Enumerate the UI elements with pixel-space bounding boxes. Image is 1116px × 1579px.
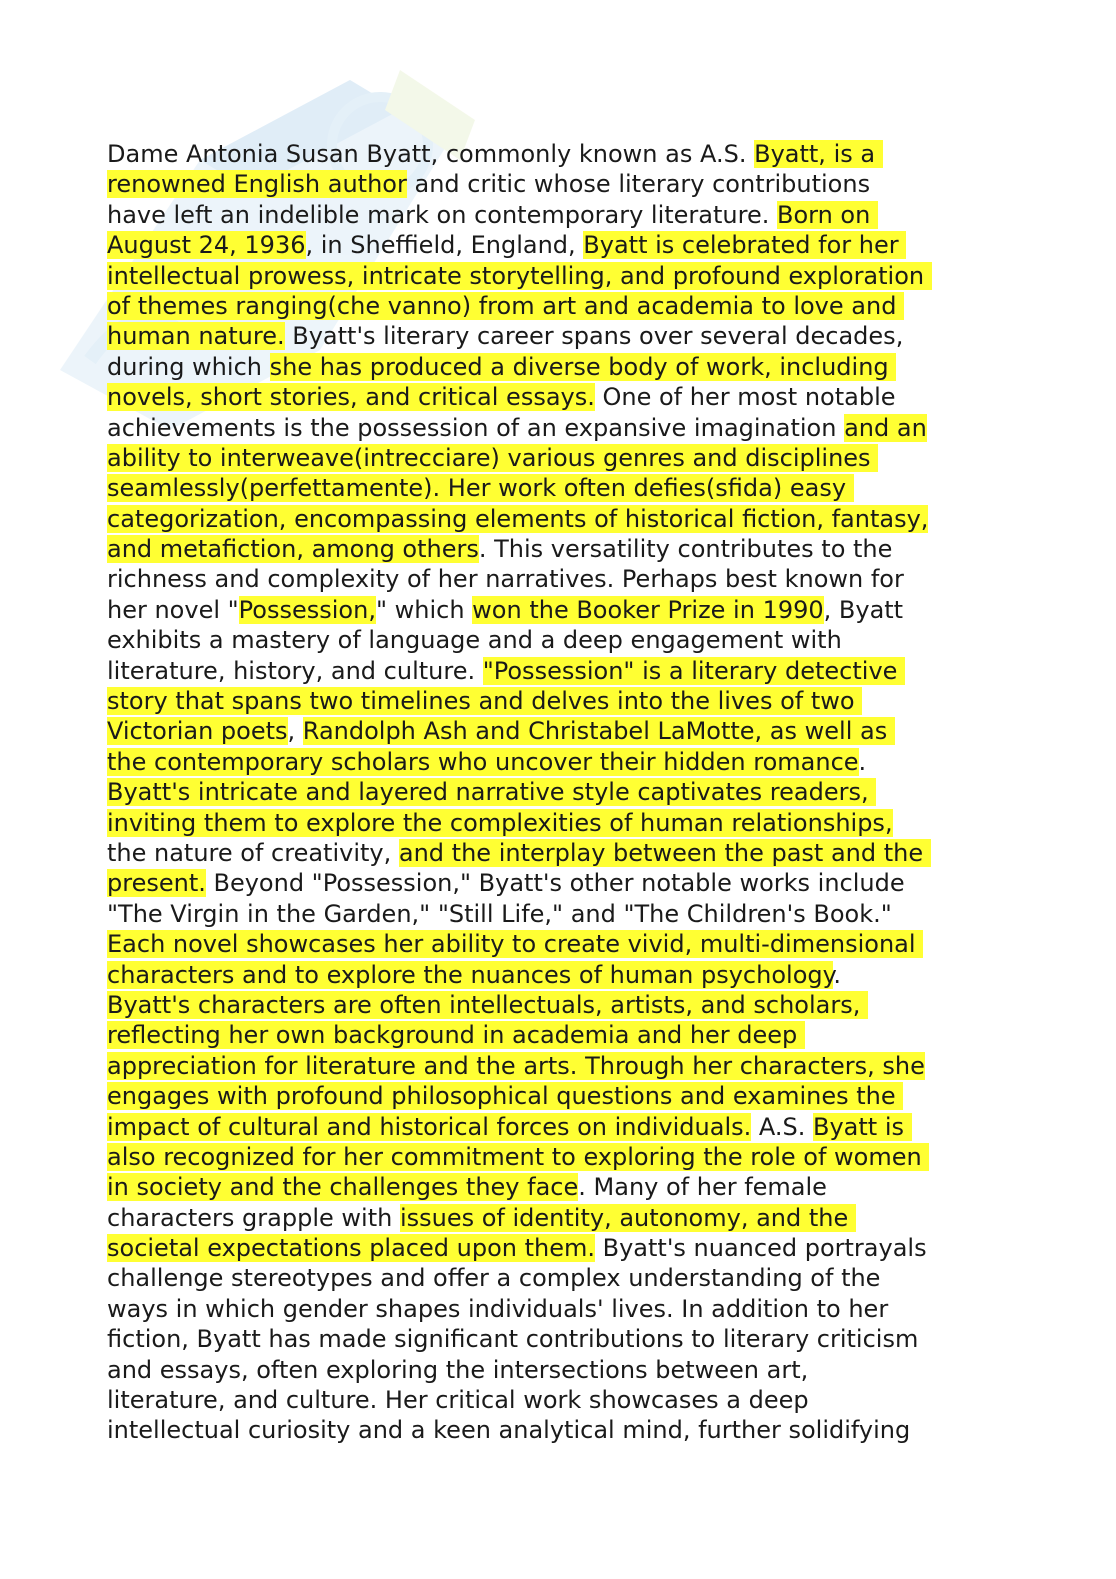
text-segment: Beyond "Possession," Byatt's other notable works include	[205, 869, 905, 898]
text-line	[107, 169, 1007, 199]
text-line	[107, 990, 1007, 1020]
highlighted-text: Byatt's intricate and layered narrative style captivates readers,	[107, 778, 877, 807]
highlighted-text: she has produced a diverse body of work, including	[269, 352, 897, 381]
text-line	[107, 200, 1007, 230]
text-line	[107, 625, 1007, 655]
text-segment: A.S.	[751, 1112, 813, 1141]
highlighted-text: impact of cultural and historical forces on individuals.	[107, 1112, 752, 1141]
highlighted-text: engages with profound philosophical questions and examines the	[107, 1082, 904, 1111]
text-segment: Byatt's literary career spans over several decades,	[284, 322, 904, 351]
text-line	[107, 1263, 1007, 1293]
text-line	[107, 1020, 1007, 1050]
highlighted-text: Randolph Ash and Christabel LaMotte, as well as	[302, 717, 895, 746]
highlighted-text: renowned English author	[107, 170, 407, 199]
text-segment: fiction, Byatt has made significant contributions to literary criticism	[107, 1325, 919, 1354]
text-segment: literature, and culture. Her critical work showcases a deep	[107, 1386, 809, 1415]
text-line	[107, 230, 1007, 260]
text-line	[107, 139, 1007, 169]
text-segment: exhibits a mastery of language and a deep engagement with	[107, 626, 842, 655]
text-line	[107, 1051, 1007, 1081]
text-line	[107, 321, 1007, 351]
text-segment: characters grapple with	[107, 1203, 400, 1232]
highlighted-text: Victorian poets	[107, 717, 288, 746]
highlighted-text: Possession,	[238, 595, 376, 624]
text-line	[107, 1112, 1007, 1142]
highlighted-text: societal expectations placed upon them.	[107, 1234, 595, 1263]
text-segment: achievements is the possession of an expansive imagination	[107, 413, 845, 442]
text-segment: have left an indelible mark on contemporary literature.	[107, 200, 777, 229]
highlighted-text: "Possession" is a literary detective	[482, 656, 906, 685]
text-line	[107, 595, 1007, 625]
document-body	[107, 139, 1007, 1446]
highlighted-text: and an	[844, 413, 927, 442]
text-line	[107, 261, 1007, 291]
text-line	[107, 443, 1007, 473]
text-segment: the nature of creativity,	[107, 838, 399, 867]
text-line	[107, 868, 1007, 898]
text-line	[107, 473, 1007, 503]
text-segment: "The Virgin in the Garden," "Still Life," and "The Children's Book."	[107, 899, 892, 928]
highlighted-text: intellectual prowess, intricate storytelling, and profound exploration	[107, 261, 932, 290]
highlighted-text: Each novel showcases her ability to create vivid, multi-dimensional	[107, 930, 924, 959]
text-segment: intellectual curiosity and a keen analytical mind, further solidifying	[107, 1416, 911, 1445]
text-segment: .	[833, 960, 842, 989]
highlighted-text: Byatt, is a	[754, 140, 883, 168]
text-segment: , Byatt	[823, 595, 904, 624]
text-segment: and critic whose literary contributions	[406, 170, 871, 199]
text-segment: richness and complexity of her narratives. Perhaps best known for	[107, 565, 904, 594]
text-segment: .	[858, 747, 867, 776]
text-line	[107, 960, 1007, 990]
highlighted-text: inviting them to explore the complexities of human relationships,	[107, 808, 893, 837]
text-line	[107, 1203, 1007, 1233]
text-line	[107, 1294, 1007, 1324]
text-line	[107, 564, 1007, 594]
text-line	[107, 716, 1007, 746]
text-line	[107, 534, 1007, 564]
highlighted-text: uncover their hidden romance	[494, 747, 859, 776]
highlighted-text: Byatt is	[813, 1112, 912, 1141]
highlighted-text: and the interplay between the past and the	[398, 838, 931, 867]
highlighted-text: appreciation for literature and the arts. Through her characters, she	[107, 1051, 925, 1080]
highlighted-text: reflecting her own background in academia and her deep	[107, 1021, 805, 1050]
text-line	[107, 352, 1007, 382]
highlighted-text: and metafiction, among others	[107, 535, 479, 564]
text-line	[107, 686, 1007, 716]
text-line	[107, 1355, 1007, 1385]
highlighted-text: seamlessly(perfettamente). Her work often defies(sfida) easy	[107, 474, 854, 503]
highlighted-text: issues of identity, autonomy, and the	[399, 1203, 856, 1232]
text-line	[107, 656, 1007, 686]
text-line	[107, 291, 1007, 321]
text-segment: Dame Antonia Susan Byatt, commonly known as A.S.	[107, 140, 755, 168]
text-line	[107, 838, 1007, 868]
text-segment: . This versatility contributes to the	[478, 535, 893, 564]
text-line	[107, 382, 1007, 412]
text-segment: One of her most notable	[594, 383, 896, 412]
highlighted-text: novels, short stories, and critical essays.	[107, 383, 595, 412]
text-line	[107, 1081, 1007, 1111]
text-segment: . Many of her female	[578, 1173, 827, 1202]
text-segment: ways in which gender shapes individuals' lives. In addition to her	[107, 1294, 889, 1323]
highlighted-text: of themes ranging(che vanno) from art and academia to love and	[107, 291, 905, 320]
text-line	[107, 413, 1007, 443]
text-line	[107, 504, 1007, 534]
text-segment: her novel "	[107, 595, 239, 624]
text-line	[107, 899, 1007, 929]
text-line	[107, 1324, 1007, 1354]
text-line	[107, 808, 1007, 838]
highlighted-text: in society and the challenges they face	[107, 1173, 579, 1202]
text-line	[107, 1415, 1007, 1445]
highlighted-text: story that spans two timelines and delves into the lives of two	[107, 687, 863, 716]
text-segment: " which	[375, 595, 473, 624]
highlighted-text: Born on	[776, 200, 878, 229]
highlighted-text: won the Booker Prize in 1990	[472, 595, 824, 624]
highlighted-text: August 24, 1936	[107, 231, 306, 260]
text-segment: challenge stereotypes and offer a complex understanding of the	[107, 1264, 881, 1293]
text-segment: and essays, often exploring the intersections between art,	[107, 1355, 809, 1384]
highlighted-text: also recognized for her commitment to exploring the role of women	[107, 1142, 930, 1171]
text-segment: , in Sheffield, England,	[305, 231, 584, 260]
text-segment: during which	[107, 352, 270, 381]
text-segment: Byatt's nuanced portrayals	[595, 1234, 927, 1263]
text-line	[107, 1233, 1007, 1263]
text-segment: ,	[287, 717, 303, 746]
highlighted-text: characters and to explore the nuances of human psychology	[107, 960, 834, 989]
text-line	[107, 1172, 1007, 1202]
text-line	[107, 747, 1007, 777]
highlighted-text: ability to interweave(intrecciare) various genres and disciplines	[107, 443, 879, 472]
highlighted-text: categorization, encompassing elements of historical fiction, fantasy,	[107, 504, 929, 533]
text-line	[107, 929, 1007, 959]
highlighted-text: the contemporary scholars who	[107, 747, 495, 776]
highlighted-text: Byatt is celebrated for her	[583, 231, 907, 260]
text-segment: literature, history, and culture.	[107, 656, 483, 685]
highlighted-text: human nature.	[107, 322, 285, 351]
text-line	[107, 1385, 1007, 1415]
highlighted-text: present.	[107, 869, 206, 898]
text-line	[107, 777, 1007, 807]
highlighted-text: Byatt's characters are often intellectuals, artists, and scholars,	[107, 990, 868, 1019]
text-line	[107, 1142, 1007, 1172]
